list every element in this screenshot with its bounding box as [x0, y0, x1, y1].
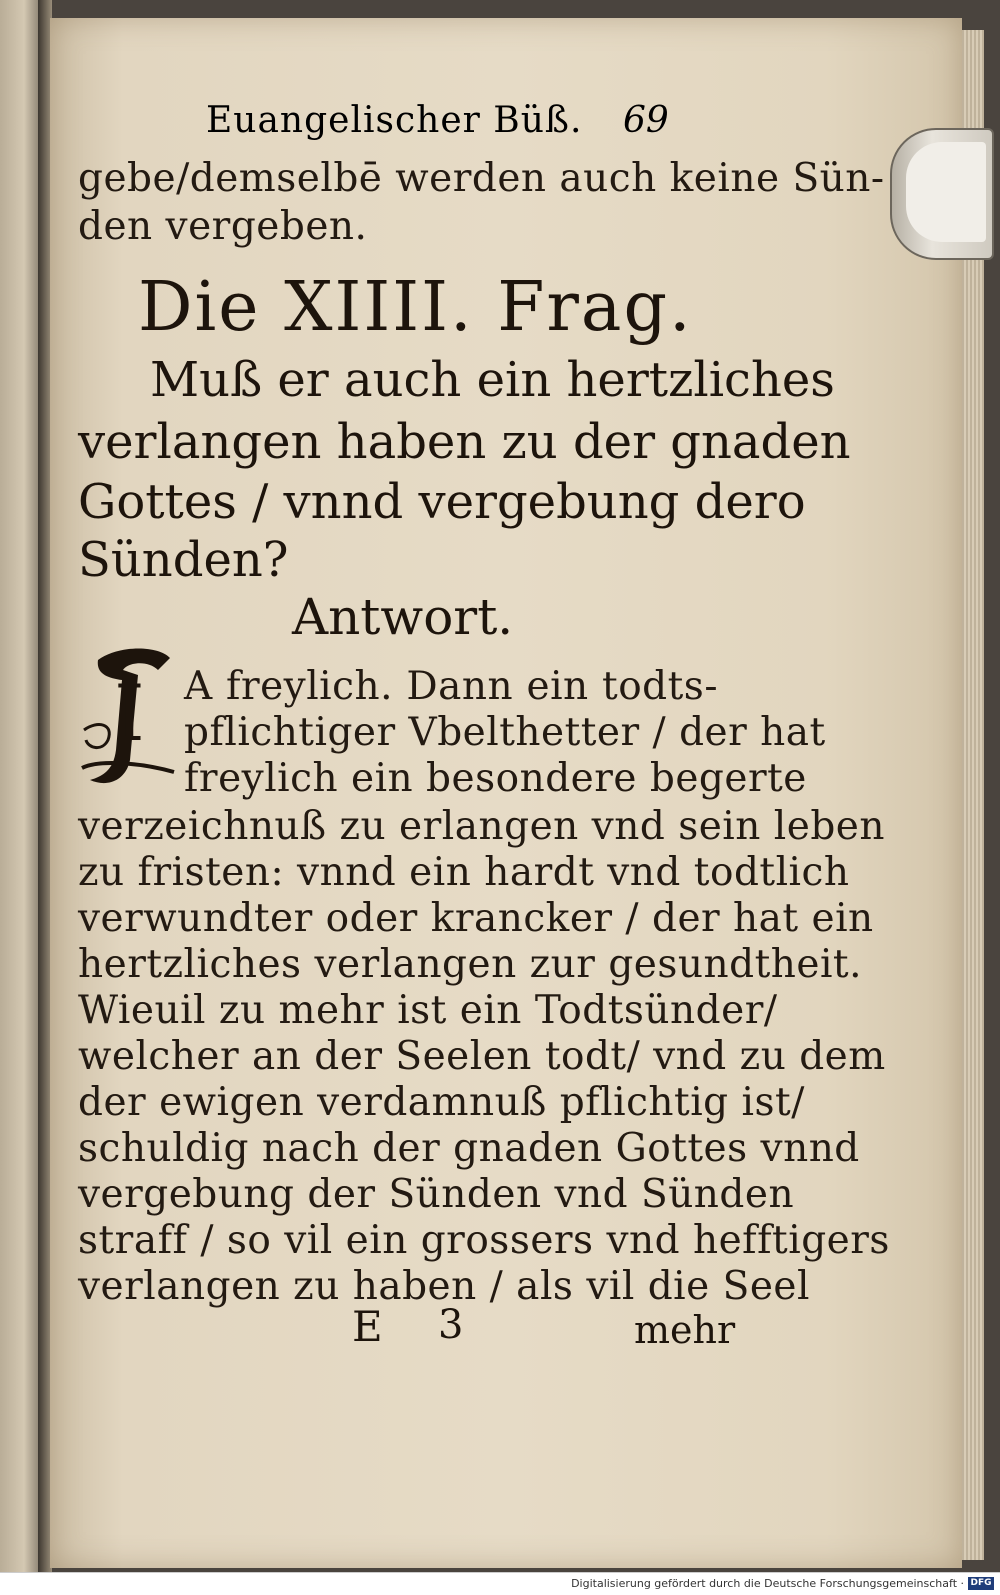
section-heading: Die XIIII. Frag.: [138, 268, 693, 347]
answer-line: verlangen zu haben / als vil die Seel: [78, 1264, 810, 1309]
answer-line: straff / so vil ein grossers vnd hefftigers: [78, 1218, 890, 1263]
page-number: 69: [623, 100, 669, 141]
answer-line: der ewigen verdamnuß pflichtig ist/: [78, 1080, 805, 1125]
running-header: [118, 100, 678, 150]
body-line: gebe/demselbē werden auch keine Sün-: [78, 156, 885, 201]
question-line: verlangen haben zu der gnaden: [78, 414, 851, 470]
answer-line: vergebung der Sünden vnd Sünden: [78, 1172, 795, 1217]
signature-number: 3: [438, 1302, 464, 1348]
digitization-footer: [0, 1572, 1000, 1595]
svg-text:I: I: [114, 669, 145, 759]
question-line: Muß er auch ein hertzliches: [150, 352, 835, 408]
answer-line: Wieuil zu mehr ist ein Todtsünder/: [78, 988, 778, 1033]
running-head: Euangelischer Büß.: [206, 100, 583, 141]
answer-line: schuldig nach der gnaden Gottes vnnd: [78, 1126, 860, 1171]
answer-line: welcher an der Seelen todt/ vnd zu dem: [78, 1034, 886, 1079]
answer-line: freylich ein besondere begerte: [184, 756, 807, 801]
footer-credit: Digitalisierung gefördert durch die Deutsche Forschungsgemeinschaft ·: [571, 1577, 964, 1590]
decorated-initial: [78, 640, 176, 790]
question-line: Sünden?: [78, 532, 289, 588]
answer-line: verzeichnuß zu erlangen vnd sein leben: [78, 804, 885, 849]
answer-line: A freylich. Dann ein todts-: [184, 664, 718, 709]
answer-line: verwundter oder krancker / der hat ein: [78, 896, 874, 941]
answer-line: hertzliches verlangen zur gesundtheit.: [78, 942, 862, 987]
body-line: den vergeben.: [78, 204, 368, 249]
page-tab: [890, 128, 994, 260]
answer-line: pflichtiger Vbelthetter / der hat: [184, 710, 826, 755]
left-page-fragment: [0, 0, 40, 1572]
signature-mark: E: [352, 1302, 383, 1351]
catchword: mehr: [634, 1308, 736, 1352]
answer-heading: Antwort.: [292, 588, 514, 646]
question-line: Gottes / vnnd vergebung dero: [78, 474, 806, 530]
dfg-logo: DFG: [968, 1577, 994, 1590]
answer-line: zu fristen: vnnd ein hardt vnd todtlich: [78, 850, 850, 895]
